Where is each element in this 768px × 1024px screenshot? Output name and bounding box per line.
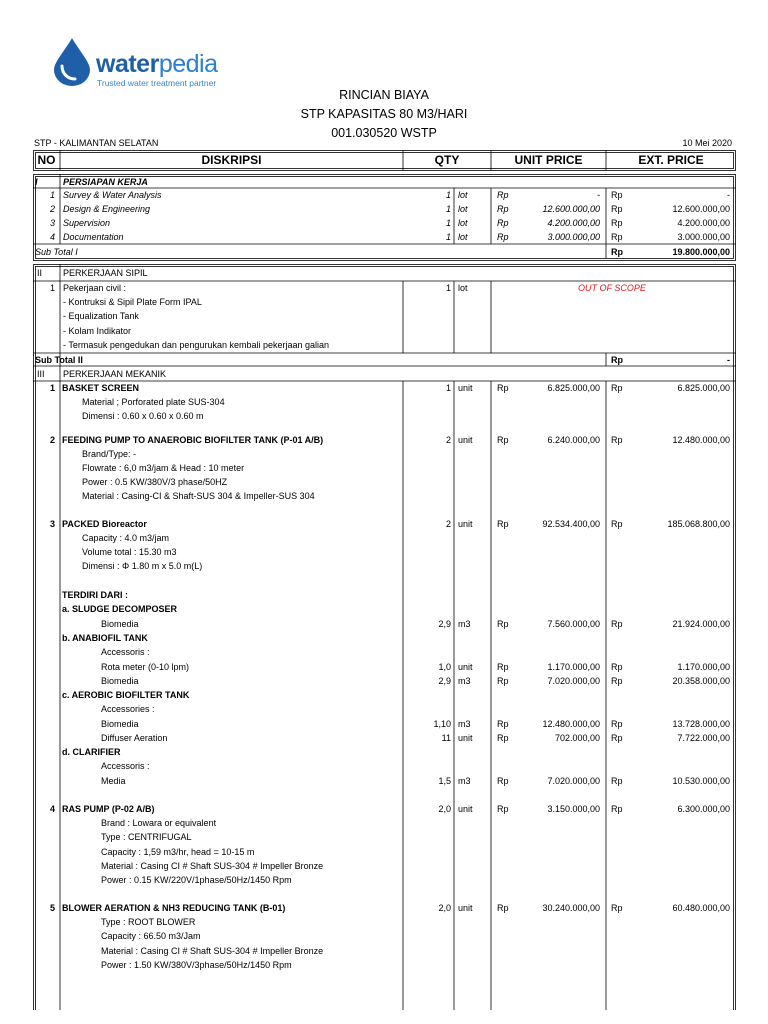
subheading: c. AEROBIC BIOFILTER TANK [62,690,190,700]
spec-line: Capacity : 1,59 m3/hr, head = 10-15 m [101,847,255,857]
header-qty: QTY [434,153,460,167]
header-no: NO [37,153,56,167]
subheading: d. CLARIFIER [62,747,121,757]
spec-line: Dimensi : Φ 1.80 m x 5.0 m(L) [82,561,203,571]
spec-line: Power : 0.15 KW/220V/1phase/50Hz/1450 Rpm [101,875,292,885]
list-item: - Equalization Tank [63,311,139,321]
spec-line: Accessoris : [101,761,150,771]
subheading: b. ANABIOFIL TANK [62,633,148,643]
spec-line: Material : Casing CI # Shaft SUS-304 # Impeller Bronze [101,946,324,956]
spec-line: Flowrate : 6,0 m3/jam & Head : 10 meter [82,463,245,473]
subtotal-value: 19.800.000,00 [672,247,730,257]
spec-line: Material ; Porforated plate SUS-304 [82,397,225,407]
header-description: DISKRIPSI [201,153,262,167]
list-item: - Kontruksi & Sipil Plate Form IPAL [63,297,202,307]
title-line-2: STP KAPASITAS 80 M3/HARI [300,107,468,121]
subtotal-currency: Rp [611,355,623,365]
section-title: PERKERJAAN MEKANIK [63,369,167,379]
section-number: III [37,369,45,379]
subheading: a. SLUDGE DECOMPOSER [62,604,178,614]
title-line-1: RINCIAN BIAYA [339,88,429,102]
spec-line: Type : ROOT BLOWER [101,917,196,927]
cost-table: NO DISKRIPSI QTY UNIT PRICE EXT. PRICE I PERSIAPAN KERJA 1 Survey & Water Analysis 1 lot Rp - Rp - 2 Design & Engineering 1 lot Rp 12.600.000,00 Rp 12.600.000,00 3 Supervision 1 lot Rp 4.200.000,00 Rp 4.200.000,00 4 Documentation 1 lot Rp 3.000.000,00 Rp 3.000.000,00 Sub Total I Rp 19.800.000,00 II PERKERJAAN SIPIL 1 Pekerjaan civil : 1 lot OUT OF SCOPE - Kontruksi & Sipil Plate Form IPAL - Equalization Tank - Kolam Indikator - Termasuk pengedukan dan pengurukan kembali pekerjaan galian Sub Total II Rp - III PERKERJAAN MEKANIK 1 BASKET SCREEN 1 unit Rp 6.825.000,00 Rp 6.825.000,00 Material ; Porforated plate SUS-304 Dimensi : 0.60 x 0.60 x 0.60 m 2 FEEDING PUMP TO ANAEROBIC BIOFILTER TANK (P-01 A/B) 2 unit Rp 6.240.000,00 Rp 12.480.000,00 Brand/Type: - Flowrate : 6,0 m3/jam & Head : 10 meter Power : 0.5 KW/380V/3 phase/50HZ Material : Casing-CI & Shaft-SUS 304 & Impeller-SUS 304 3 PACKED Bioreactor 2 unit Rp 92.534.400,00 Rp 185.068.800,00 Capacity : 4.0 m3/jam Volume total : 15.30 m3 Dimensi : Φ 1.80 m x 5.0 m(L) TERDIRI DARI : a. SLUDGE DECOMPOSER Biomedia 2,9 m3 Rp 7.560.000,00 Rp 21.924.000,00 b. ANABIOFIL TANK Accessoris : Rota meter (0-10 lpm) 1,0 unit Rp 1.170.000,00 Rp 1.170.000,00 Biomedia 2,9 m3 Rp 7.020.000,00 Rp 20.358.000,00 c. AEROBIC BIOFILTER TANK Accessories : Biomedia 1,10 m3 Rp 12.480.000,00 Rp 13.728.000,00 Diffuser Aeration 11 unit Rp 702.000,00 Rp 7.722.000,00 d. CLARIFIER Accessoris : Media 1,5 m3 Rp 7.020.000,00 Rp 10.530.000,00 4 RAS PUMP (P-02 A/B) 2,0 unit Rp 3.150.000,00 Rp 6.300.000,00 Brand : Lowara or equivalent Type : CENTRIFUGAL Capacity : 1,59 m3/hr, head = 10-15 m Material : Casing CI # Shaft SUS-304 # Impeller Bronze Power : 0.15 KW/220V/1phase/50Hz/1450 Rpm 5 BLOWER AERATION & NH3 REDUCING TANK (B-01) 2,0 unit Rp 30.240.000,00 Rp 60.480.000,00 Type : ROOT BLOWER Capacity : 66.50 m3/Jam Material : Casing CI # Shaft SUS-304 # Impeller Bronze Power : 1.50 KW/380V/3phase/50Hz/1450 Rpm [33,150,736,1010]
list-item: - Termasuk pengedukan dan pengurukan kembali pekerjaan galian [63,340,330,350]
item-unit: lot [458,283,468,293]
spec-line: Accessories : [101,704,155,714]
spec-line: Power : 0.5 KW/380V/3 phase/50HZ [82,477,228,487]
spec-line: Power : 1.50 KW/380V/3phase/50Hz/1450 Rpm [101,960,292,970]
spec-line: Material : Casing-CI & Shaft-SUS 304 & Impeller-SUS 304 [82,491,315,501]
title-line-3: 001.030520 WSTP [331,126,437,140]
spec-line: Volume total : 15.30 m3 [82,547,177,557]
project-location: STP - KALIMANTAN SELATAN [34,138,159,148]
subtotal-value: - [727,355,730,365]
brand-name: waterpedia [96,50,218,78]
subtotal-currency: Rp [611,247,623,257]
item-number: 1 [49,283,55,293]
brand-tagline: Trusted water treatment partner [97,78,217,88]
spec-line: Capacity : 66.50 m3/Jam [101,931,201,941]
spec-line: Brand/Type: - [82,449,137,459]
spec-line: Capacity : 4.0 m3/jam [82,533,170,543]
section-number: II [37,268,43,278]
section-number: I [35,177,38,187]
spec-line: Dimensi : 0.60 x 0.60 x 0.60 m [82,411,204,421]
header-unit-price: UNIT PRICE [514,153,583,167]
section-title: PERSIAPAN KERJA [63,177,148,187]
spec-line: Accessoris : [101,647,150,657]
list-item: - Kolam Indikator [63,326,132,336]
spec-line: Brand : Lowara or equivalent [101,818,217,828]
subheading: TERDIRI DARI : [62,590,128,600]
out-of-scope-label: OUT OF SCOPE [578,283,646,293]
header-ext-price: EXT. PRICE [638,153,704,167]
section-title: PERKERJAAN SIPIL [63,268,148,278]
document-date: 10 Mei 2020 [682,138,732,148]
spec-line: Material : Casing CI # Shaft SUS-304 # Impeller Bronze [101,861,324,871]
water-drop-icon [50,36,94,86]
item-qty: 1 [445,283,451,293]
subtotal-label: Sub Total I [35,247,78,257]
item-description: Pekerjaan civil : [63,283,127,293]
spec-line: Type : CENTRIFUGAL [101,832,192,842]
subtotal-label: Sub Total II [35,355,83,365]
document-title [0,86,768,143]
